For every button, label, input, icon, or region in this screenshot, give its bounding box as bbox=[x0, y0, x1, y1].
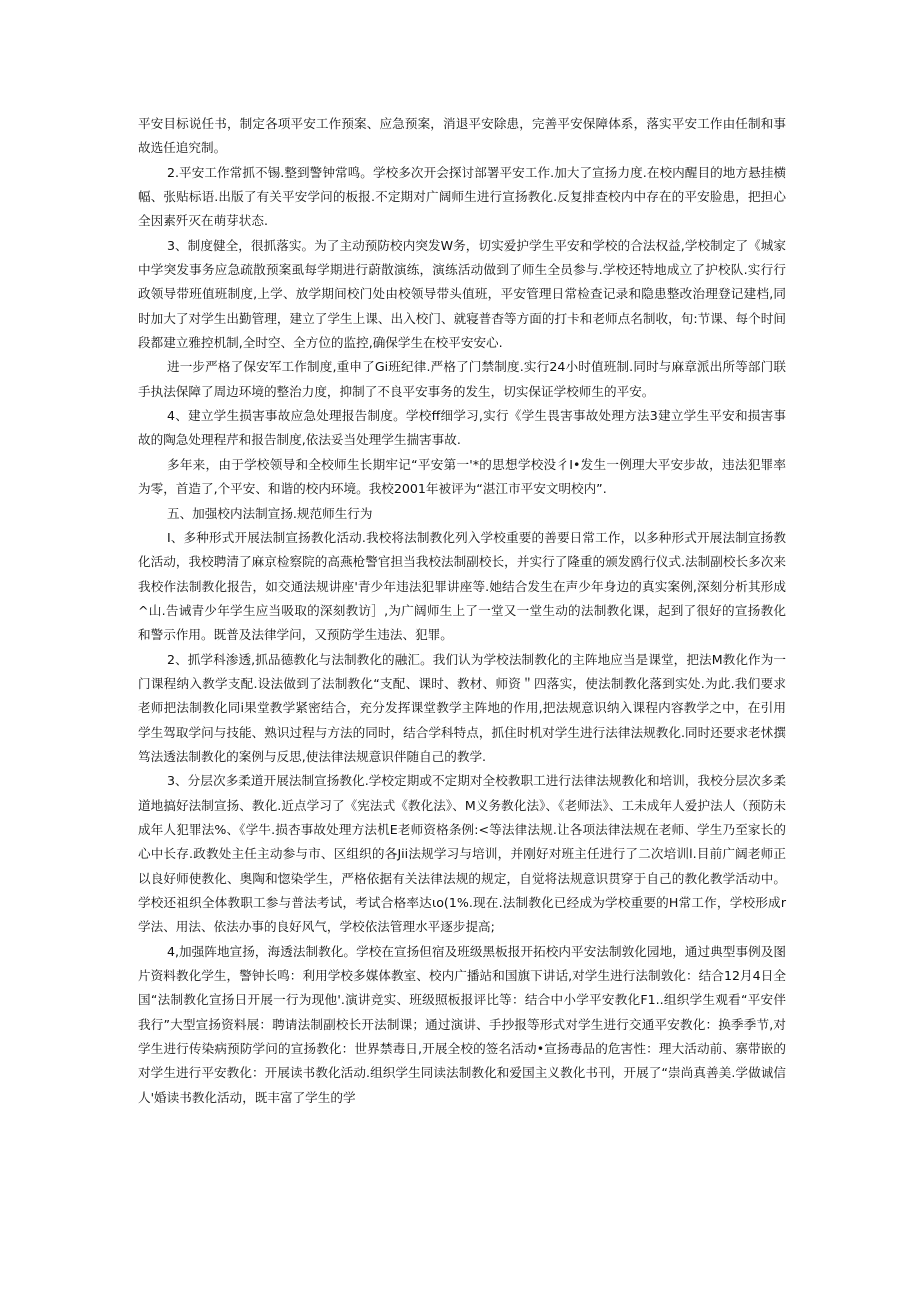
paragraph-11: 4,加强阵地宣扬，海透法制教化。学校在宣扬但宿及班级黑板报开拓校内平安法制敦化园地，通过典型事例及图片资料教化学生，警钟长鸣：利用学校多媒体教室、校内广播站和国旗下讲话,对学生进行法制敦化：结合12月4日全国“法制教化宣扬日开展一行为现他'.演讲竞实、班级照板报评比等：结合中小学平安教化F1..组织学生观看“平安伴我行”大型宣扬资料展：聘请法制副校长开法制课；通过演讲、手抄报等形式对学生进行交通平安教化：换季季节,对学生进行传染病预防学问的宣扬教化：世界禁毒日,开展全校的签名活动•宣扬毒品的危害性：理大活动前、寨带嵌的对学生进行平安教化：开展读书教化活动.组织学生同读法制教化和爱国主义教化书刊，开展了“崇尚真善美.学做诚信人'婚读书教化活动，既丰富了学生的学 bbox=[138, 943, 786, 1105]
paragraph-6: 多年来，由于学校领导和全校师生长期牢记“平安第一'*的思想学校没彳I•发生一例理大平安步故，违法犯罪率为零，首造了,个平安、和谐的校内环境。我校2001年被评为“湛江市平安文明校内”. bbox=[138, 456, 786, 497]
paragraph-10: 3、分层次多柔道开展法制宣扬教化.学校定期或不定期对全校教职工进行法律法规教化和培训，我校分层次多柔道地搞好法制宣扬、教化.近点学习了《宪法式《教化法》、M义务教化法》、《老师法》、工未成年人爱护法人（预防未成年人犯罪法%、《学牛.损杏事故处理方法机E老师资格条例:<等法律法规.让各项法律法规在老师、学生乃至家长的心中长存.政教处主任主动参与市、区组织的各Jii法规学习与培训，并刚好对班主任进行了二次培训l.目前广阔老师正以良好师使教化、奥陶和惚染学生，严格依据有关法律法规的规定，自觉将法规意识贯穿于自己的教化教学活动中。学校还祖织全体教职工参与普法考试，考试合格率达ιo(1%.现在.法制教化已经成为学校重要的H常工作，学校形成r学法、用法、依法办事的良好风气，学校依法管理水平逐步提高; bbox=[138, 773, 786, 935]
section-heading-5: 五、加强校内法制宣扬.规范师生行为 bbox=[166, 505, 373, 521]
paragraph-8: I、多种形式开展法制宣扬教化活动.我校将法制教化列入学校重要的善要日常工作，以多种形式开展法制宣扬教化活动，我校聘清了麻京检察院的高燕枪警官担当我校法制副校长，并实行了隆重的颁发鸥行仪式.法制副校长多次来我校作法制教化报告，如交通法规讲座'青少年违法犯罪讲座等.她结合发生在声少年身边的真实案例,深刻分析其形成^山.告诫青少年学生应当吸取的深刻教访］,为广阔师生上了一堂又一堂生动的法制教化课，起到了很好的宣扬教化和警示作用。既普及法律学问，又预防学生违法、犯罪。 bbox=[138, 529, 786, 643]
paragraph-5: 4、建立学生损害事故应急处理报告制度。学校ff细学习,实行《学生畏害事故处理方法3建立学生平安和损害事故的陶急处理程芹和报告制度,依法妥当处理学生揣害事故. bbox=[138, 408, 786, 448]
paragraph-1: 平安目标说任书，制定各项平安工作预案、应急预案，消退平安除患，完善平安保障体系，落实平安工作由任制和事故选任追究制。 bbox=[138, 116, 786, 156]
paragraph-4: 进一步严格了保安军工作制度,重申了Gi班纪律.严格了门禁制度.实行24小时值班制.同时与麻章派出所等部门联手执法保障了周边环境的整治力度，抑制了不良平安事务的发生，切实保证学校师生的平安。 bbox=[138, 359, 786, 399]
paragraph-3: 3、制度健全，很抓落实。为了主动预防校内突发W务，切实爱护学生平安和学校的合法权益,学校制定了《城家中学突发事务应急疏散预案虱每学期进行蔚散演练，演练活动做到了师生全员参与.学校还特地成立了护校队.实行行政领导带班值班制度,上学、放学期间校门处由校领导带头值班，平安管理日常检查记录和隐患整改治理登记建档,同时加大了对学生出勤管理，建立了学生上课、出入校门、就寝普杳等方面的打卡和老师点名制收，旬:节课、每个时间段都建立雅控机制,全时空、全方位的监控,确保学生在校平安安心. bbox=[138, 237, 786, 351]
document-body bbox=[138, 112, 786, 1110]
paragraph-9: 2、抓学科渗透,抓品德教化与法制教化的融汇。我们认为学校法制教化的主阵地应当是课堂，把法M教化作为一门课程纳入教学支配.设法做到了法制教化“支配、课时、教材、师资＂四落实，使法制教化落到实处.为此.我们要求老师把法制教化同i果堂教学紧密结合，充分发挥课堂教学主阵地的作用,把法规意识纳入课程内容教学之中，在引用学生驾取学问与技能、熟识过程与方法的同时，结合学科特点，抓住时机对学生进行法律法规教化.同时还要求老怵撰笃法透法制教化的案例与反思,使法律法规意识伴随自己的教学. bbox=[138, 651, 786, 764]
paragraph-2: 2.平安工作常抓不锡.整到警钟常鸣。学校多次开会探讨部署平安工作.加大了宣扬力度.在校内醒目的地方悬挂横幅、张贴标语.出版了有关平安学问的板报.不定期对广阔师生进行宣扬教化.反复排查校内中存在的平安脸患，把担心全因素歼灭在萌芽状态. bbox=[138, 164, 786, 229]
